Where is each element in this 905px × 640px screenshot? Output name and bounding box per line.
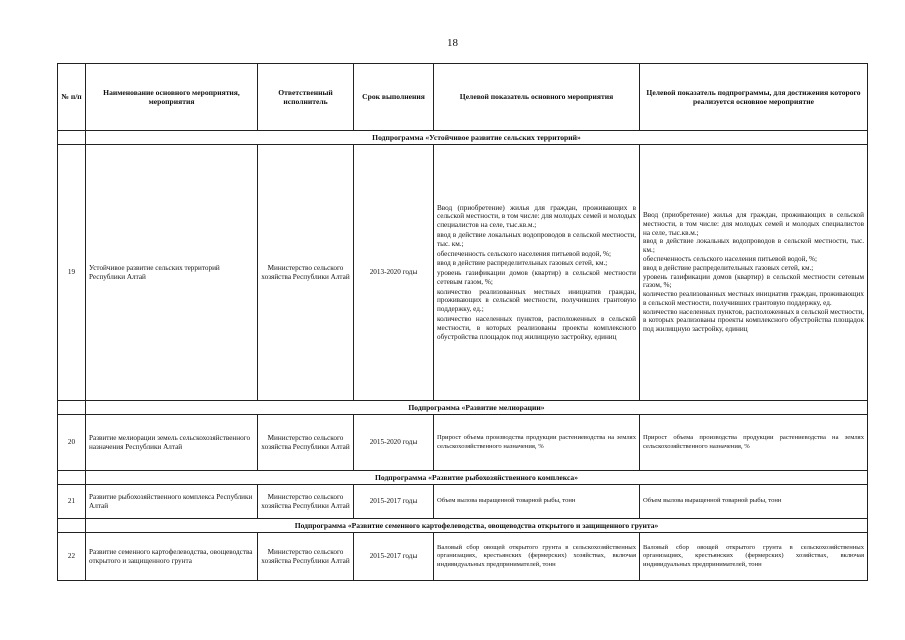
row-num: 19: [58, 145, 86, 401]
measures-table: [57, 63, 868, 581]
header-subtarget: Целевой показатель подпрограммы, для достижения которого реализуется основное мероприятие: [640, 64, 868, 131]
subprogram-title: Подпрограмма «Развитие семенного картофелеводства, овощеводства открытого и защищенного грунта»: [86, 519, 868, 533]
target-item: ввод в действие распределительных газовых сетей, км.;: [437, 259, 608, 268]
target-item: ввод в действие локальных водопроводов в сельской местности, тыс. км.;: [437, 230, 636, 248]
row-executor: Министерство сельского хозяйства Республики Алтай: [258, 533, 354, 581]
row-term: 2013-2020 годы: [354, 145, 434, 401]
subprogram-row: [58, 471, 868, 485]
subtarget-item: количество реализованных местных инициатив граждан, проживающих в сельской местности, получивших грантовую поддержку, ед.: [643, 290, 864, 307]
target-item: количество населенных пунктов, расположенных в сельской местности, в которых реализованы проекты комплексного обустройства площадок под жилищную застройку, единиц: [437, 315, 636, 341]
row-num: 20: [58, 415, 86, 471]
row-subtarget: [640, 145, 868, 401]
subprogram-title: Подпрограмма «Развитие рыбохозяйственного комплекса»: [86, 471, 868, 485]
header-executor: Ответственный исполнитель: [258, 64, 354, 131]
subtarget-item: Ввод (приобретение) жилья для граждан, проживающих в сельской местности, в том числе: для молодых семей и молодых специалистов на селе, тыс.кв.м.;: [643, 211, 864, 237]
subtarget-item: обеспеченность сельского населения питьевой водой, %;: [643, 254, 818, 263]
row-target: Валовый сбор овощей открытого грунта в сельскохозяйственных организациях, крестьянских (фермерских) хозяйствах, включая индивидуальных предпринимателей, тонн: [434, 533, 640, 581]
row-executor: Министерство сельского хозяйства Республики Алтай: [258, 415, 354, 471]
row-name: Развитие семенного картофелеводства, овощеводства открытого и защищенного грунта: [86, 533, 258, 581]
subprogram-spacer: [58, 401, 86, 415]
subprogram-row: [58, 401, 868, 415]
row-num: 21: [58, 485, 86, 519]
header-num: № п/п: [58, 64, 86, 131]
row-subtarget: Объем вылова выращенной товарной рыбы, тонн: [640, 485, 868, 519]
target-item: Ввод (приобретение) жилья для граждан, проживающих в сельской местности, в том числе: для молодых семей и молодых специалистов на селе, тыс.кв.м.;: [437, 203, 636, 230]
header-name: Наименование основного мероприятия, мероприятия: [86, 64, 258, 131]
row-executor: Министерство сельского хозяйства Республики Алтай: [258, 145, 354, 401]
subprogram-title: Подпрограмма «Развитие мелиорации»: [86, 401, 868, 415]
header-target: Целевой показатель основного мероприятия: [434, 64, 640, 131]
target-item: обеспеченность сельского населения питьевой водой, %;: [437, 249, 612, 258]
row-term: 2015-2017 годы: [354, 533, 434, 581]
target-item: количество реализованных местных инициатив граждан, проживающих в сельской местности, получивших грантовую поддержку, ед.;: [437, 287, 636, 314]
row-subtarget: Прирост объема производства продукции растениеводства на землях сельскохозяйственного назначения, %: [640, 415, 868, 471]
subprogram-spacer: [58, 519, 86, 533]
page-number: 18: [447, 37, 458, 49]
subtarget-item: ввод в действие локальных водопроводов в сельской местности, тыс. км.;: [643, 237, 864, 255]
subprogram-spacer: [58, 131, 86, 145]
target-item: уровень газификации домов (квартир) в сельской местности сетевым газом, %;: [437, 269, 636, 286]
row-subtarget: Валовый сбор овощей открытого грунта в сельскохозяйственных организациях, крестьянских (фермерских) хозяйствах, включая индивидуальных предпринимателей, тонн: [640, 533, 868, 581]
subtarget-item: количество населенных пунктов, расположенных в сельской местности, в которых реализованы проекты комплексного обустройства площадок под жилищную застройку, единиц: [643, 307, 864, 334]
row-target: Прирост объема производства продукции растениеводства на землях сельскохозяйственного назначения, %: [434, 415, 640, 471]
subprogram-spacer: [58, 471, 86, 485]
row-name: Устойчивое развитие сельских территорий Республики Алтай: [86, 145, 258, 401]
subprogram-row: [58, 519, 868, 533]
table-header-row: [58, 64, 868, 131]
row-term: 2015-2017 годы: [354, 485, 434, 519]
header-term: Срок выполнения: [354, 64, 434, 131]
row-executor: Министерство сельского хозяйства Республики Алтай: [258, 485, 354, 519]
subprogram-row: [58, 131, 868, 145]
row-target: [434, 145, 640, 401]
table-row: [58, 415, 868, 471]
row-name: Развитие мелиорации земель сельскохозяйственного назначения Республики Алтай: [86, 415, 258, 471]
table-row: [58, 145, 868, 401]
row-num: 22: [58, 533, 86, 581]
table-row: [58, 533, 868, 581]
row-term: 2015-2020 годы: [354, 415, 434, 471]
subtarget-item: ввод в действие распределительных газовых сетей, км.;: [643, 263, 814, 272]
row-target: Объем вылова выращенной товарной рыбы, тонн: [434, 485, 640, 519]
subprogram-title: Подпрограмма «Устойчивое развитие сельских территорий»: [86, 131, 868, 145]
row-name: Развитие рыбохозяйственного комплекса Республики Алтай: [86, 485, 258, 519]
subtarget-item: уровень газификации домов (квартир) в сельской местности сетевым газом, %;: [643, 272, 864, 290]
table-row: [58, 485, 868, 519]
